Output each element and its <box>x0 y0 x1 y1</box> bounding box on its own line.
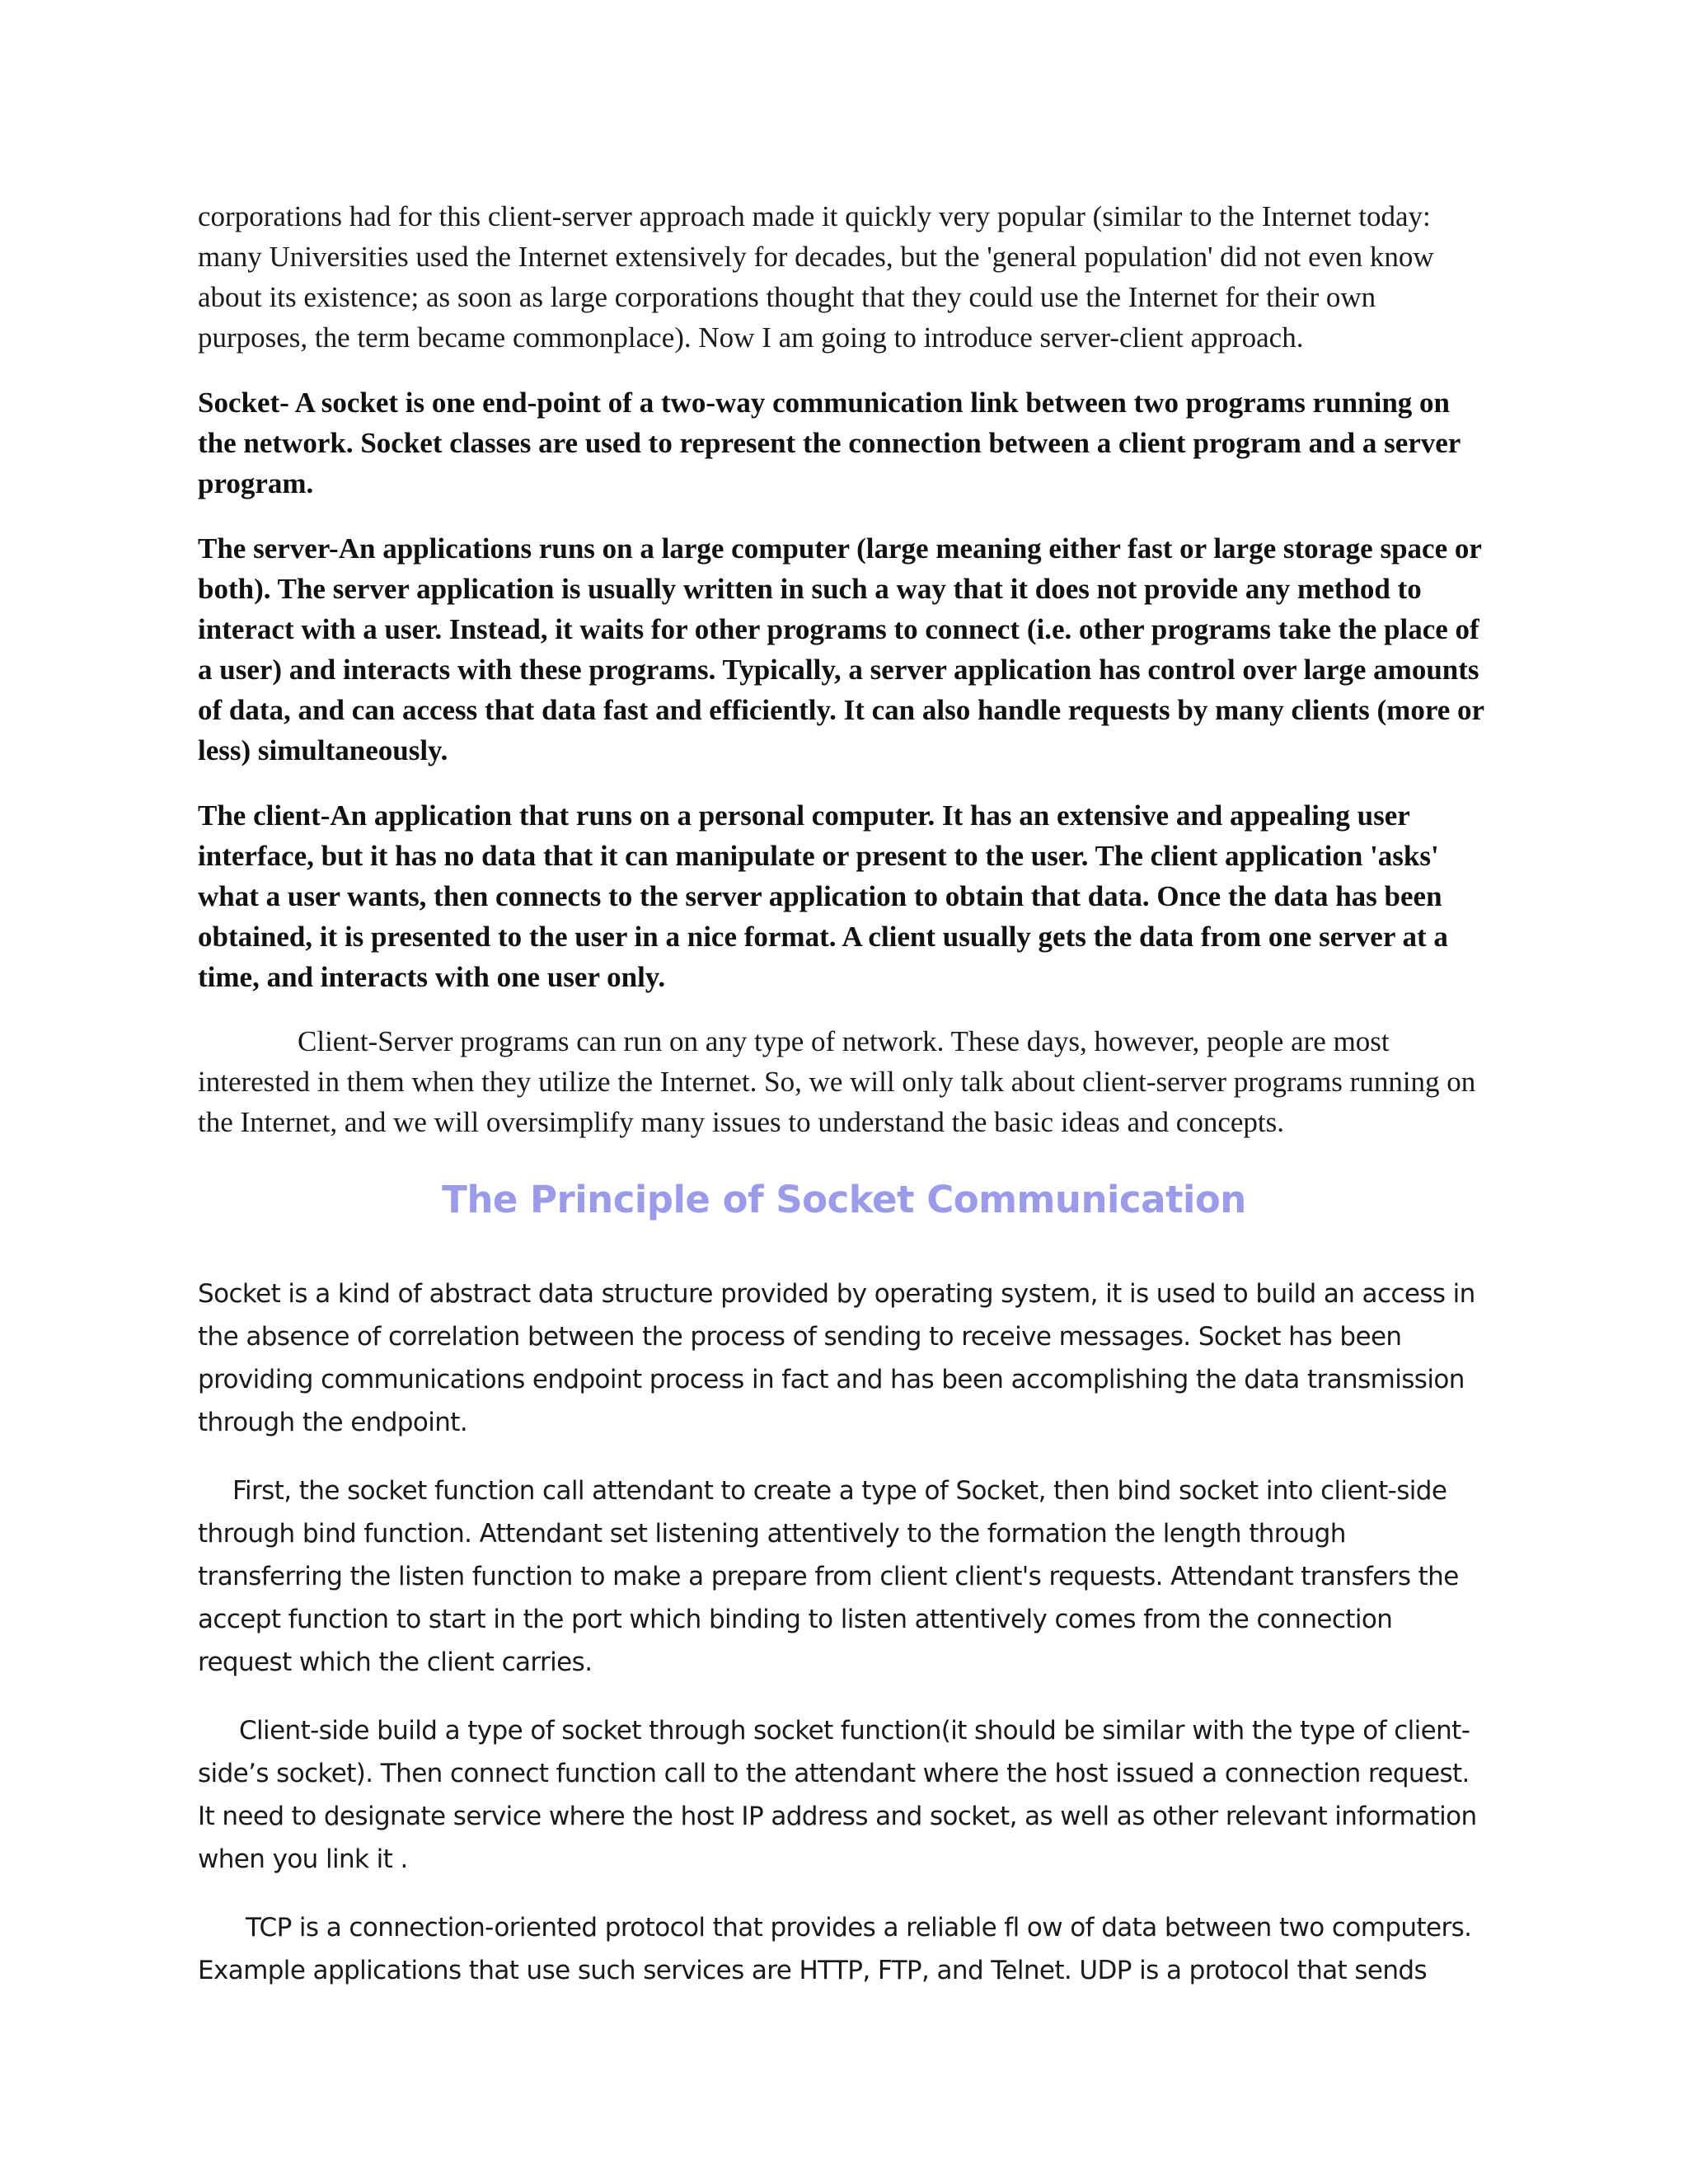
page-content <box>198 196 1490 1992</box>
client-definition-paragraph: The client-An application that runs on a personal computer. It has an extensive and appealing user interface, but it has no data that it can manipulate or present to the user. The client application 'asks' what a user wants, then connects to the server application to obtain that data. Once the data has been obtained, it is presented to the user in a nice format. A client usually gets the data from one server at a time, and interacts with one user only. <box>198 799 1448 993</box>
server-side-paragraph: First, the socket function call attendant to create a type of Socket, then bind socket into client-side through bind function. Attendant set listening attentively to the formation the length through transferring the listen function to make a prepare from client client's requests. Attendant transfers the accept function to start in the port which binding to listen attentively comes from the connection request which the client carries. <box>198 1476 1459 1677</box>
section-heading: The Principle of Socket Communication <box>442 1178 1246 1221</box>
socket-definition-paragraph: Socket- A socket is one end-point of a two-way communication link between two programs running on the network. Socket classes are used to represent the connection between a client program and a server program. <box>198 387 1461 499</box>
server-definition-paragraph: The server-An applications runs on a large computer (large meaning either fast or large storage space or both). The server application is usually written in such a way that it does not provide any method to interact with a user. Instead, it waits for other programs to connect (i.e. other programs take the place of a user) and interacts with these programs. Typically, a server application has control over large amounts of data, and can access that data fast and efficiently. It can also handle requests by many clients (more or less) simultaneously. <box>198 532 1484 766</box>
client-side-paragraph: Client-side build a type of socket through socket function(it should be similar with the type of client-side’s socket). Then connect function call to the attendant where the host issued a connection request. It need to designate service where the host IP address and socket, as well as other relevant information when you link it . <box>198 1716 1477 1874</box>
network-paragraph: Client-Server programs can run on any type of network. These days, however, people are most interested in them when they utilize the Internet. So, we will only talk about client-server programs running on the Internet, and we will oversimplify many issues to understand the basic ideas and concepts. <box>198 1025 1476 1138</box>
tcp-udp-paragraph: TCP is a connection-oriented protocol that provides a reliable fl ow of data between two computers. Example applications that use such services are HTTP, FTP, and Telnet. UDP is a protocol that sends <box>198 1913 1472 1985</box>
intro-paragraph: corporations had for this client-server approach made it quickly very popular (similar to the Internet today: many Universities used the Internet extensively for decades, but the 'general population' did not even know about its existence; as soon as large corporations thought that they could use the Internet for their own purposes, the term became commonplace). Now I am going to introduce server-client approach. <box>198 200 1434 354</box>
socket-abstract-paragraph: Socket is a kind of abstract data structure provided by operating system, it is used to build an access in the absence of correlation between the process of sending to receive messages. Socket has been providing communications endpoint process in fact and has been accomplishing the data transmission through the endpoint. <box>198 1279 1475 1437</box>
